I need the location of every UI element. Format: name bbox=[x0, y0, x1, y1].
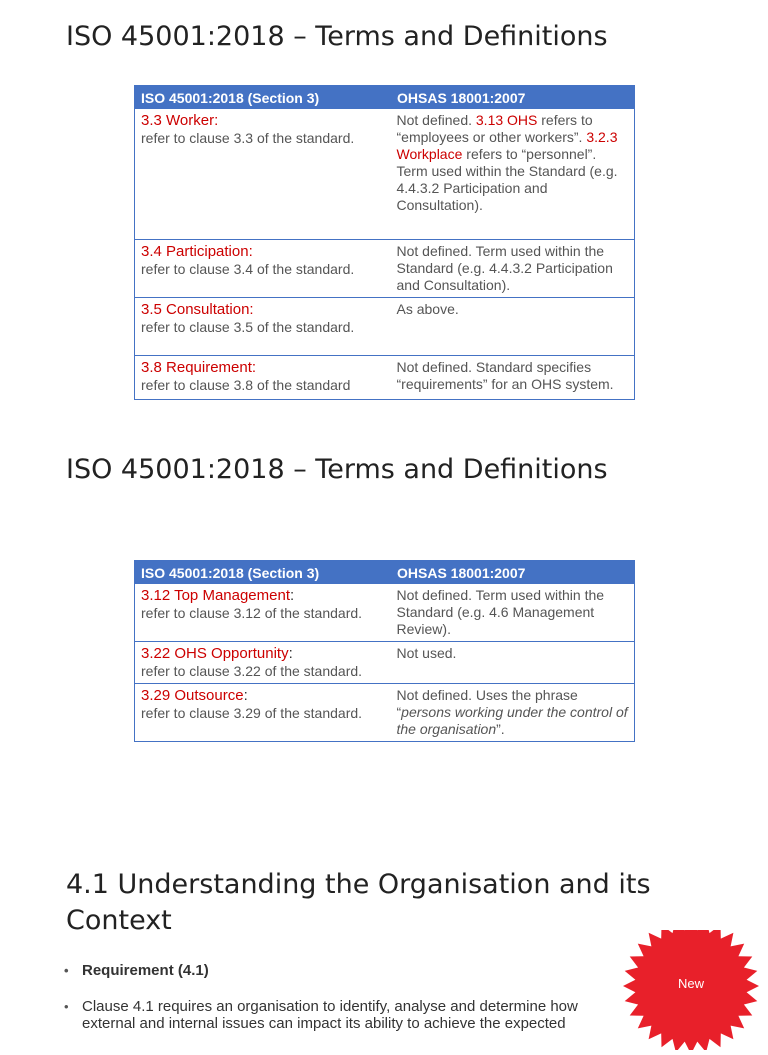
new-badge-label: New bbox=[677, 976, 704, 991]
ohsas-cell: Not defined. Uses the phrase “persons working under the control of the organisation”. bbox=[391, 684, 635, 742]
ohsas-cell: Not defined. Term used within the Standard (e.g. 4.4.3.2 Participation and Consultation). bbox=[391, 240, 635, 298]
term-name: 3.22 OHS Opportunity: bbox=[141, 645, 293, 662]
ohsas-cell: Not used. bbox=[391, 642, 635, 684]
term-reference: refer to clause 3.22 of the standard. bbox=[141, 663, 363, 679]
term-name: 3.29 Outsource: bbox=[141, 687, 248, 704]
term-reference: refer to clause 3.4 of the standard. bbox=[141, 261, 355, 277]
terms-table-2 bbox=[134, 560, 635, 742]
ohsas-cell: Not defined. Term used within the Standard (e.g. 4.6 Management Review). bbox=[391, 584, 635, 642]
table-row bbox=[135, 109, 635, 240]
table-row bbox=[135, 356, 635, 400]
ohsas-cell: Not defined. Standard specifies “requirements” for an OHS system. bbox=[391, 356, 635, 400]
term-reference: refer to clause 3.5 of the standard. bbox=[141, 319, 355, 335]
column-header-iso: ISO 45001:2018 (Section 3) bbox=[135, 86, 391, 109]
term-reference: refer to clause 3.8 of the standard bbox=[141, 377, 351, 393]
requirement-bullets bbox=[62, 962, 622, 1032]
ohsas-cell: Not defined. 3.13 OHS refers to “employees or other workers”. 3.2.3 Workplace refers to “personnel”. Term used within the Standard (e.g. 4.4.3.2 Participation and Consultation). bbox=[391, 109, 635, 240]
column-header-ohsas: OHSAS 18001:2007 bbox=[391, 86, 635, 109]
table-row bbox=[135, 684, 635, 742]
term-reference: refer to clause 3.3 of the standard. bbox=[141, 130, 355, 146]
term-name: 3.4 Participation: bbox=[141, 243, 253, 260]
table-row bbox=[135, 584, 635, 642]
table-row bbox=[135, 642, 635, 684]
slide-3-title: 4.1 Understanding the Organisation and its Context bbox=[66, 869, 651, 936]
slide-1-title: ISO 45001:2018 – Terms and Definitions bbox=[66, 21, 608, 52]
term-name: 3.8 Requirement: bbox=[141, 359, 257, 376]
term-name: 3.3 Worker: bbox=[141, 112, 219, 129]
table-row bbox=[135, 240, 635, 298]
column-header-iso: ISO 45001:2018 (Section 3) bbox=[135, 561, 391, 584]
list-item: • Clause 4.1 requires an organisation to identify, analyse and determine how external and internal issues can impact its ability to achieve the expected bbox=[62, 998, 622, 1032]
term-reference: refer to clause 3.12 of the standard. bbox=[141, 605, 363, 621]
ohsas-cell: As above. bbox=[391, 298, 635, 356]
term-name: 3.5 Consultation: bbox=[141, 301, 254, 318]
term-name: 3.12 Top Management: bbox=[141, 587, 295, 604]
table-row bbox=[135, 298, 635, 356]
new-badge bbox=[622, 930, 760, 1050]
terms-table-1 bbox=[134, 85, 635, 400]
term-reference: refer to clause 3.29 of the standard. bbox=[141, 705, 363, 721]
list-item: • Requirement (4.1) bbox=[62, 962, 622, 979]
column-header-ohsas: OHSAS 18001:2007 bbox=[391, 561, 635, 584]
slide-2-title: ISO 45001:2018 – Terms and Definitions bbox=[66, 454, 608, 485]
